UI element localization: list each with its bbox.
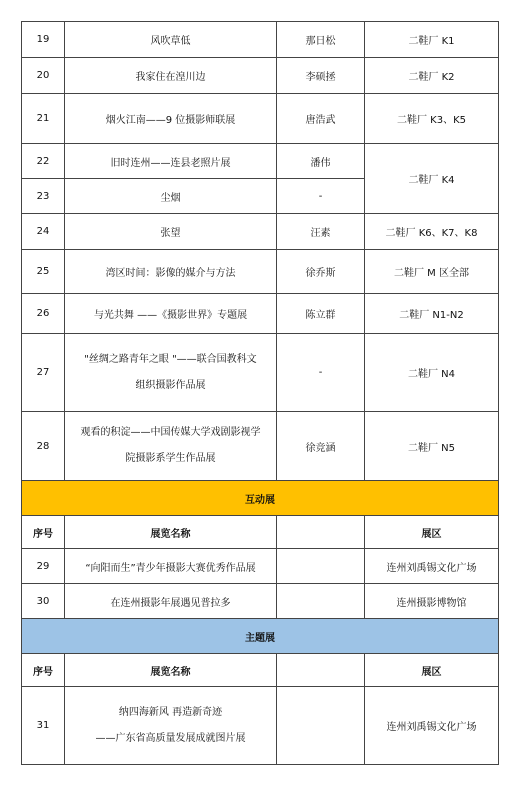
venue: 连州摄影博物馆: [365, 584, 499, 619]
table-row: [22, 549, 499, 584]
row-number: 21: [22, 94, 65, 144]
venue: 二鞋厂 N4: [365, 334, 499, 412]
section-title: 主题展: [22, 619, 499, 654]
exhibition-name-line: 组织摄影作品展: [135, 379, 206, 391]
exhibition-name: 湾区时间：影像的媒介与方法: [65, 250, 277, 294]
curator: 陈立群: [277, 294, 365, 334]
row-number: 30: [22, 584, 65, 619]
table-row: [22, 294, 499, 334]
exhibition-name-line: 纳四海新风 再造新奇迹: [118, 706, 223, 718]
curator: 汪素: [277, 214, 365, 250]
curator: 徐竞涵: [277, 412, 365, 481]
venue: 连州刘禹锡文化广场: [365, 687, 499, 765]
column-header-number: 序号: [22, 516, 65, 549]
venue: 连州刘禹锡文化广场: [365, 549, 499, 584]
venue: 二鞋厂 K6、K7、K8: [365, 214, 499, 250]
venue: 二鞋厂 K1: [365, 22, 499, 58]
row-number: 27: [22, 334, 65, 412]
column-header-venue: 展区: [365, 654, 499, 687]
table-row: [22, 584, 499, 619]
empty-cell: [277, 549, 365, 584]
curator: 徐乔斯: [277, 250, 365, 294]
table-row: [22, 214, 499, 250]
section-title: 互动展: [22, 481, 499, 516]
venue: 二鞋厂 K3、K5: [365, 94, 499, 144]
row-number: 19: [22, 22, 65, 58]
exhibition-name: 张望: [65, 214, 277, 250]
exhibition-name: 我家住在湟川边: [65, 58, 277, 94]
column-header-name: 展览名称: [65, 516, 277, 549]
exhibition-name-line: 观看的积淀——中国传媒大学戏剧影视学: [80, 427, 261, 438]
venue: 二鞋厂 K4: [365, 144, 499, 214]
row-number: 28: [22, 412, 65, 481]
curator: 唐浩武: [277, 94, 365, 144]
venue: 二鞋厂 N1-N2: [365, 294, 499, 334]
section-header-interactive: [22, 481, 499, 516]
exhibition-name-line: "丝绸之路青年之眼 "——联合国教科文: [84, 353, 257, 365]
exhibition-name: [65, 687, 277, 765]
venue: 二鞋厂 M 区全部: [365, 250, 499, 294]
table-row: [22, 22, 499, 58]
row-number: 29: [22, 549, 65, 584]
row-number: 23: [22, 179, 65, 214]
table-row: [22, 144, 499, 179]
exhibition-name: 尘烟: [65, 179, 277, 214]
row-number: 25: [22, 250, 65, 294]
column-header-name: 展览名称: [65, 654, 277, 687]
curator: -: [277, 179, 365, 214]
exhibition-name: [65, 412, 277, 481]
column-header-row: [22, 516, 499, 549]
section-header-theme: [22, 619, 499, 654]
exhibition-name: 烟火江南——9 位摄影师联展: [65, 94, 277, 144]
exhibition-name: 旧时连州——连县老照片展: [65, 144, 277, 179]
column-header-empty: [277, 654, 365, 687]
column-header-venue: 展区: [365, 516, 499, 549]
row-number: 31: [22, 687, 65, 765]
empty-cell: [277, 687, 365, 765]
exhibition-name: “向阳而生”青少年摄影大赛优秀作品展: [65, 549, 277, 584]
exhibition-table: [21, 21, 499, 765]
column-header-number: 序号: [22, 654, 65, 687]
curator: 那日松: [277, 22, 365, 58]
table-row: [22, 334, 499, 412]
curator: -: [277, 334, 365, 412]
row-number: 26: [22, 294, 65, 334]
exhibition-name-line: ——广东省高质量发展成就图片展: [95, 732, 246, 744]
table-row: [22, 412, 499, 481]
exhibition-name: 风吹草低: [65, 22, 277, 58]
column-header-row: [22, 654, 499, 687]
exhibition-name: 在连州摄影年展遇见普拉多: [65, 584, 277, 619]
exhibition-name: 与光共舞 ——《摄影世界》专题展: [65, 294, 277, 334]
row-number: 22: [22, 144, 65, 179]
row-number: 24: [22, 214, 65, 250]
table-row: [22, 94, 499, 144]
row-number: 20: [22, 58, 65, 94]
venue: 二鞋厂 N5: [365, 412, 499, 481]
table-row: [22, 250, 499, 294]
exhibition-name: [65, 334, 277, 412]
exhibition-name-line: 院摄影系学生作品展: [125, 453, 216, 464]
table-row: [22, 687, 499, 765]
curator: 李硕拯: [277, 58, 365, 94]
column-header-empty: [277, 516, 365, 549]
curator: 潘伟: [277, 144, 365, 179]
venue: 二鞋厂 K2: [365, 58, 499, 94]
table-row: [22, 58, 499, 94]
empty-cell: [277, 584, 365, 619]
